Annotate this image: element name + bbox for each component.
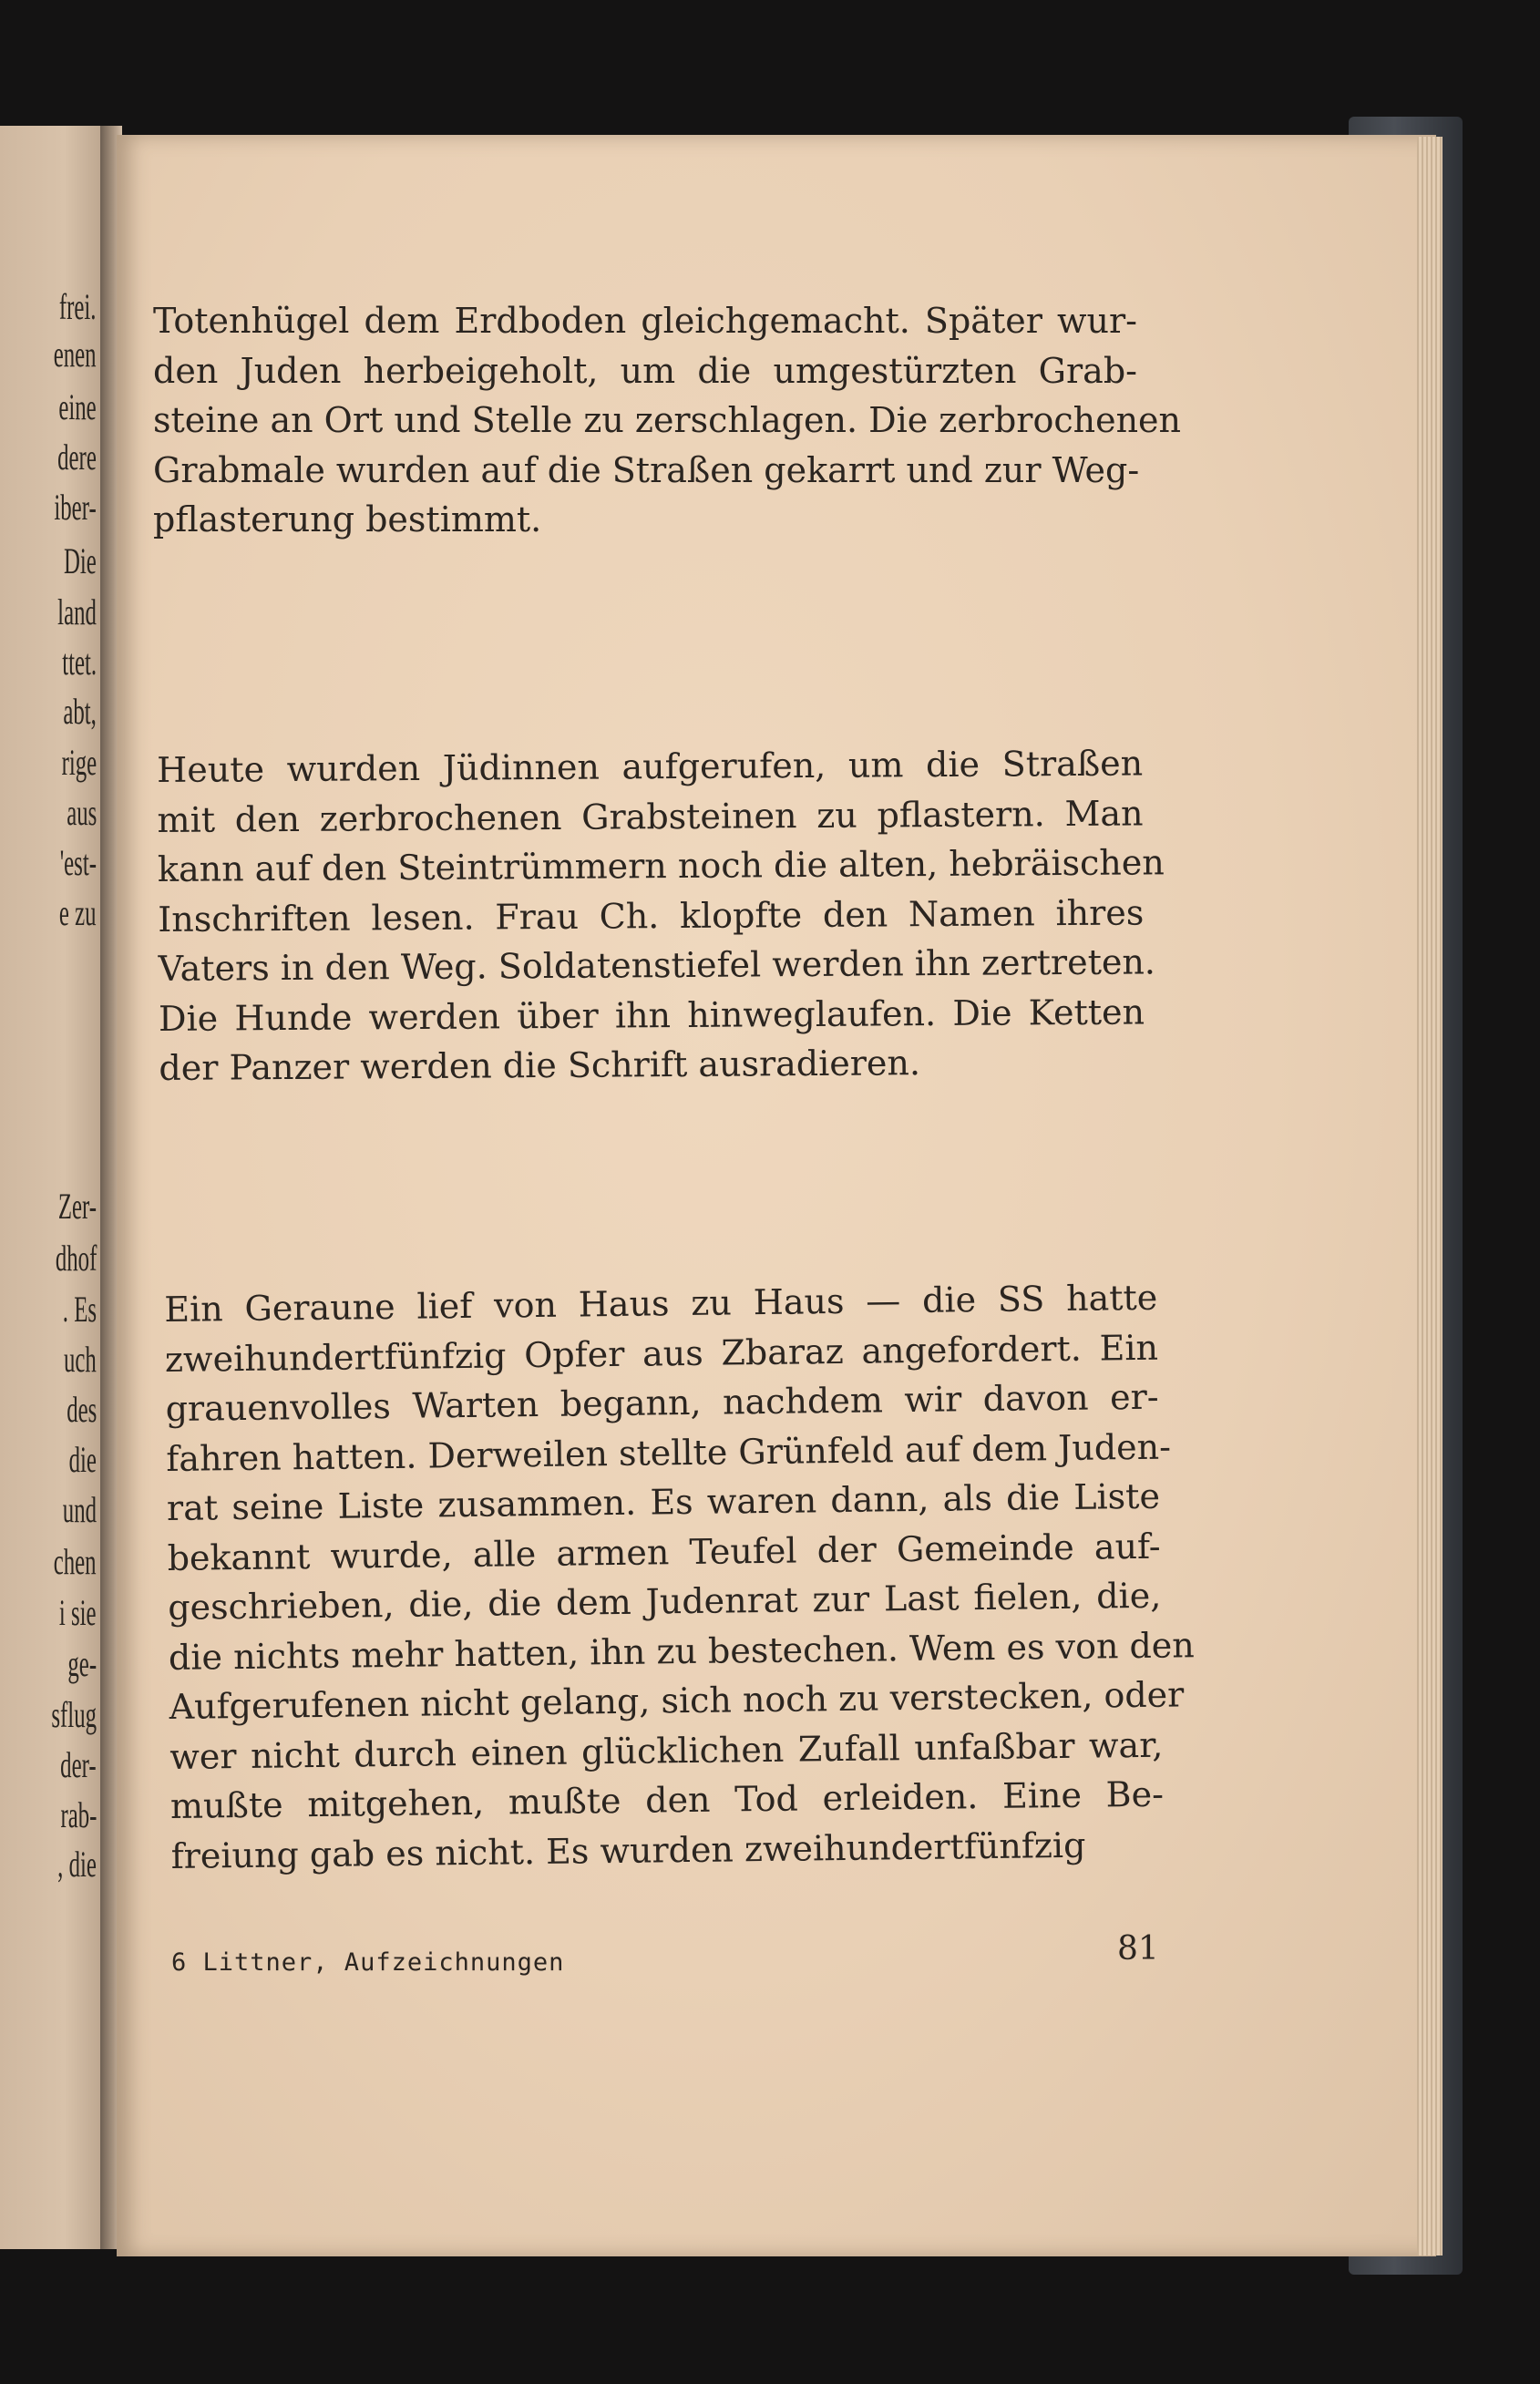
left-page-text-fragment: Zer- (57, 1186, 97, 1227)
text-line: grauenvolles Warten begann, nachdem wir davon er- (165, 1376, 1159, 1429)
left-page-text-fragment: der- (60, 1744, 97, 1785)
left-page-text-fragment: sflug (51, 1694, 97, 1735)
left-page-text-fragment: uch (64, 1339, 97, 1380)
left-page-text-fragment: ttet. (62, 642, 97, 683)
text-line: pflasterung bestimmt. (153, 499, 542, 539)
text-line: Ein Geraune lief von Haus zu Haus — die SS hatte (164, 1277, 1158, 1330)
left-page-text-fragment: die (68, 1439, 97, 1480)
left-page-text-fragment: Die (64, 540, 97, 581)
left-page-text-fragment: enen (54, 334, 97, 375)
text-line: Grabmale wurden auf die Straßen gekarrt und zur Weg- (153, 449, 1140, 490)
left-page-text-fragment: dere (57, 437, 97, 478)
text-line: rat seine Liste zusammen. Es waren dann, als die Liste (166, 1475, 1161, 1528)
left-page-text-fragment: land (57, 591, 97, 632)
text-line: Heute wurden Jüdinnen aufgerufen, um die Straßen (157, 743, 1144, 790)
text-line: zweihundertfünfzig Opfer aus Zbaraz angefordert. Ein (164, 1327, 1159, 1380)
paragraph-3 (164, 1273, 1196, 1881)
text-line: Die Hunde werden über ihn hinweglaufen. Die Ketten (158, 991, 1145, 1039)
left-page-text-fragment: dhof (55, 1238, 97, 1279)
text-line: den Juden herbeigeholt, um die umgestürzten Grab- (153, 350, 1137, 391)
text-line: Inschriften lesen. Frau Ch. klopfte den Namen ihres (158, 891, 1145, 940)
text-line: Aufgerufenen nicht gelang, sich noch zu verstecken, oder (169, 1674, 1185, 1727)
left-page-text-fragment: , die (57, 1844, 97, 1885)
previous-page-edge (0, 126, 108, 2249)
left-page-text-fragment: ge- (67, 1643, 97, 1684)
text-line: Vaters in den Weg. Soldatenstiefel werden ihn zertreten. (158, 941, 1156, 989)
text-line: die nichts mehr hatten, ihn zu bestechen. Wem es von den (168, 1624, 1196, 1678)
page-number: 81 (1117, 1930, 1159, 1968)
page-stack-edge (1417, 137, 1442, 2256)
left-page-text-fragment: eine (58, 386, 97, 427)
left-page-text-fragment: iber- (54, 487, 97, 528)
text-line: kann auf den Steintrümmern noch die alten, hebräischen (157, 842, 1165, 889)
left-page-text-fragment: rige (61, 742, 97, 783)
left-page-text-fragment: i sie (59, 1592, 97, 1633)
paragraph-2 (157, 738, 1165, 1093)
text-line: bekannt wurde, alle armen Teufel der Gemeinde auf- (167, 1526, 1161, 1578)
text-line: fahren hatten. Derweilen stellte Grünfeld auf dem Juden- (166, 1426, 1172, 1479)
left-page-text-fragment: und (62, 1489, 97, 1530)
text-line: steine an Ort und Stelle zu zerschlagen. Die zerbrochenen (153, 400, 1182, 440)
left-page-text-fragment: e zu (59, 892, 97, 933)
footer-signature: 6 Littner, Aufzeichnungen (171, 1948, 565, 1977)
text-line: mußte mitgehen, mußte den Tod erleiden. Eine Be- (169, 1773, 1165, 1826)
left-page-text-fragment: chen (54, 1541, 97, 1582)
text-line: der Panzer werden die Schrift ausradieren. (159, 1043, 921, 1088)
left-page-text-fragment: aus (66, 792, 97, 833)
left-page-text-fragment: rab- (60, 1794, 97, 1835)
text-line: wer nicht durch einen glücklichen Zufall unfaßbar war, (169, 1724, 1164, 1777)
left-page-text-fragment: abt, (63, 691, 97, 732)
text-line: Totenhügel dem Erdboden gleichgemacht. Später wur- (153, 301, 1137, 341)
text-line: geschrieben, die, die dem Judenrat zur Last fielen, die, (168, 1575, 1162, 1628)
left-page-text-fragment: . Es (62, 1289, 97, 1330)
text-line: freiung gab es nicht. Es wurden zweihundertfünfzig (170, 1824, 1086, 1876)
left-page-text-fragment: 'est- (59, 842, 97, 883)
text-line: mit den zerbrochenen Grabsteinen zu pflastern. Man (157, 792, 1144, 840)
paragraph-1 (153, 296, 1182, 545)
left-page-text-fragment: frei. (59, 286, 97, 327)
left-page-text-fragment: des (66, 1389, 97, 1430)
